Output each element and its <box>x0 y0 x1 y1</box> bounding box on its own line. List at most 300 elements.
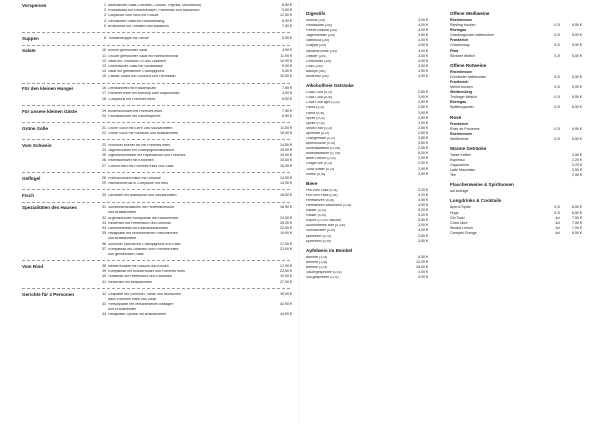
drink-price: 6,50 € <box>572 105 582 110</box>
drink-item <box>306 173 428 178</box>
drink-size: 4cl <box>555 215 560 220</box>
section-title: Geflügel <box>22 175 41 181</box>
drink-size: 0,2l <box>554 85 560 90</box>
drink-name: Bembel (1,0l) <box>306 255 328 259</box>
item-description: Lammkoteletts mit Rosmarinkartoffeln <box>108 227 169 231</box>
item-description: und Bratkartoffeln <box>108 237 137 241</box>
section-title: Suppen <box>22 35 39 41</box>
drink-name: Bembel (2,0l) <box>306 265 328 269</box>
drink-name: Amaretto (2cl) <box>306 75 329 79</box>
section-title: Für den kleinen Hunger <box>22 86 74 92</box>
drink-price: 4,00 € <box>418 58 428 63</box>
drink-name: Merlot trocken <box>450 85 473 90</box>
item-price: 44,90 € <box>280 312 292 317</box>
block-title: Rosé <box>450 114 462 120</box>
drink-item <box>450 190 582 195</box>
item-description: und Bratkartoffeln <box>108 211 137 215</box>
block-title: Offene Weißweine <box>450 11 490 16</box>
item-number: 33 <box>102 220 106 225</box>
section-items <box>99 206 292 258</box>
item-number: 25 <box>102 153 106 158</box>
item-price: 14,50 € <box>280 175 292 180</box>
drink-price: 2,90 € <box>418 156 428 161</box>
drink-price: 4,20 € <box>418 192 428 197</box>
item-price: 14,90 € <box>280 180 292 185</box>
item-price: 19,90 € <box>280 274 292 279</box>
drink-name: Hefeweizen (0,5l) <box>306 198 334 202</box>
drink-size: 4cl <box>555 225 560 230</box>
item-description: Rinderroulade mit Rotkohl und Klößen <box>108 265 169 268</box>
item-number: 13 <box>102 63 106 68</box>
drinks-block <box>450 12 582 60</box>
section-separator <box>22 189 290 190</box>
drink-item <box>450 106 582 111</box>
drink-name: Pils vom Fass (0,5l) <box>306 193 338 197</box>
item-number: 15 <box>102 74 106 79</box>
drinks-block <box>450 64 582 112</box>
drink-price: 7,00 € <box>572 225 582 230</box>
section-items <box>99 144 292 170</box>
item-number: 5 <box>104 23 106 28</box>
drinks-block <box>306 249 428 281</box>
drink-price: 2,80 € <box>418 130 428 135</box>
section-items <box>99 49 292 80</box>
section-items <box>99 4 292 30</box>
item-description: Großer gemischter Salat mit Hähnchenbrust <box>108 54 179 58</box>
drink-price: 2,80 € <box>418 100 428 105</box>
section-title: Für unsere kleinen Gäste <box>22 108 77 114</box>
item-number: 1 <box>104 3 106 7</box>
drink-price: 5,90 € <box>572 33 582 38</box>
drink-item <box>450 174 582 179</box>
drink-price: 6,50 € <box>572 230 582 235</box>
region-label: Frankreich <box>450 121 469 126</box>
drink-price: 3,90 € <box>418 120 428 125</box>
item-description: Schnitzel Spezial mit Champignons und Käse <box>108 242 181 246</box>
section-items <box>99 177 292 187</box>
item-description: Salat mit gebratenen Champignons <box>108 70 165 74</box>
item-price: 39,90 € <box>280 291 292 296</box>
item-price: 27,90 € <box>280 279 292 284</box>
drink-price: 3,20 € <box>418 208 428 213</box>
item-price: 18,90 € <box>280 205 292 210</box>
drink-name: Eistee (0,4l) <box>306 172 326 176</box>
drink-name: Coca Cola light (0,2l) <box>306 101 340 105</box>
section-separator <box>22 260 290 261</box>
item-number: 31 <box>102 205 106 210</box>
drink-price: 4,50 € <box>418 43 428 48</box>
drink-name: Fernet Branca (2cl) <box>306 29 337 33</box>
item-price: 10,90 € <box>280 58 292 63</box>
item-description: dazu Pommes frites und Salat <box>108 297 156 301</box>
section-separator <box>22 83 290 84</box>
menu-item <box>99 98 292 103</box>
item-description: Rinderfilet mit Bratkartoffeln <box>108 280 153 284</box>
item-description: Schweinemedaillons mit Pfefferrahmsoße <box>108 206 175 210</box>
item-description: Lachsfilet mit Blattspinat und Salzkartoffeln <box>108 193 177 197</box>
drink-price: 5,50 € <box>572 53 582 58</box>
drink-price: 3,00 € <box>418 275 428 280</box>
drink-name: Cuba Libre <box>450 220 468 225</box>
menu-item <box>99 253 292 258</box>
drink-price: 3,00 € <box>418 270 428 275</box>
item-number: 41 <box>102 279 106 284</box>
drink-price: 5,50 € <box>572 136 582 141</box>
item-number: 40 <box>102 274 106 279</box>
item-price: 5,50 € <box>282 35 292 40</box>
drink-name: Hefeweizen alkoholfrei (0,5l) <box>306 204 352 207</box>
drink-name: Campari Orange <box>450 230 477 235</box>
drink-price: 5,50 € <box>572 95 582 100</box>
item-description: Kinderschnitzel mit Pommes frites <box>108 109 163 113</box>
item-number: 22 <box>102 130 106 135</box>
item-number: 36 <box>102 241 106 246</box>
drinks-block <box>450 147 582 179</box>
drink-size: 0,2l <box>554 126 560 131</box>
drink-price: 3,80 € <box>418 238 428 243</box>
item-number: 11 <box>102 53 106 58</box>
item-description: Hausplatte Spezial mit Bratkartoffeln <box>108 313 167 317</box>
item-description: Hausplatte mit verschiedenen Fleischsorten <box>108 232 178 236</box>
drink-item <box>450 232 582 237</box>
drink-name: Hugo <box>450 210 459 215</box>
drink-price: 5,90 € <box>572 126 582 131</box>
drink-price: 3,50 € <box>418 53 428 58</box>
drink-price: 4,50 € <box>418 197 428 202</box>
drink-name: Grappa (2cl) <box>306 44 326 48</box>
drink-name: Mezzo Mix (0,2l) <box>306 126 333 130</box>
drink-name: Jägermeister (2cl) <box>306 34 335 38</box>
item-number: 2 <box>104 8 106 13</box>
item-description: und Kräuterbutter <box>108 308 136 312</box>
section-title: Vorspeisen <box>22 3 47 8</box>
drink-name: Aperol Spritz <box>450 205 471 210</box>
section-title: Gerichte für 2 Personen <box>22 291 75 297</box>
block-title: Alkoholfreie Getränke <box>306 83 354 89</box>
drink-name: Trollinger lieblich <box>450 95 477 100</box>
section-title: Fisch <box>22 192 34 198</box>
drink-name: Ramazzotti (2cl) <box>306 24 332 28</box>
drink-price: 2,50 € <box>418 146 428 151</box>
drink-name: Cappuccino <box>450 163 469 168</box>
drink-size: 0,2l <box>554 53 560 58</box>
drink-name: Chardonnay <box>450 43 470 48</box>
drink-price: 2,80 € <box>418 233 428 238</box>
region-label: Frankreich <box>450 79 469 84</box>
block-title: Digestifs <box>306 11 326 16</box>
drink-price: 2,50 € <box>572 152 582 157</box>
item-price: 18,50 € <box>280 192 292 197</box>
drinks-block <box>306 84 428 178</box>
drink-name: Baileys (4cl) <box>306 69 326 73</box>
item-price: 7,50 € <box>282 108 292 113</box>
drink-price: 6,50 € <box>572 210 582 215</box>
section-separator <box>22 32 290 33</box>
item-number: 18 <box>102 96 106 101</box>
menu-item <box>99 132 292 137</box>
drinks-block <box>306 182 428 245</box>
item-number: 28 <box>102 175 106 180</box>
section-items <box>99 265 292 286</box>
drink-price: 5,90 € <box>572 43 582 48</box>
drink-price: 8,50 € <box>418 254 428 259</box>
drink-name: Gin Tonic <box>450 215 465 220</box>
menu-item <box>99 281 292 286</box>
drink-price: 4,00 € <box>418 48 428 53</box>
drink-name: Mineralwasser (0,25l) <box>306 147 341 151</box>
item-description: Bruschetta mit Tomaten und Basilikum <box>108 24 170 28</box>
drink-price: 4,00 € <box>418 23 428 28</box>
drink-name: Apfelwein (0,3l) <box>306 234 331 238</box>
drink-price: 4,20 € <box>418 213 428 218</box>
drink-name: Apfelwein (0,5l) <box>306 239 331 243</box>
item-description: Hüftsteak mit Pfeffersoße und Kroketten <box>108 275 172 279</box>
drink-price: 16,00 € <box>416 264 428 269</box>
drink-name: Süßgespritzter (0,3l) <box>306 276 339 280</box>
drink-name: Fanta (0,2l) <box>306 106 325 110</box>
drink-name: Alkoholfreies Bier (0,33l) <box>306 224 346 228</box>
region-label: Rheingau <box>450 100 467 105</box>
item-description: Rumpsteak mit Kräuterbutter und Pommes frites <box>108 270 185 274</box>
item-price: 8,50 € <box>282 3 292 7</box>
section-separator <box>22 202 290 203</box>
item-price: 6,90 € <box>282 18 292 23</box>
drink-price: 2,90 € <box>418 161 428 166</box>
region-label: Pfalz <box>450 48 459 53</box>
item-description: Fischstäbchen mit Kartoffelpüree <box>108 114 161 118</box>
drink-size: 0,2l <box>554 95 560 100</box>
section-items <box>99 194 292 199</box>
item-price: 4,90 € <box>282 48 292 53</box>
menu-item <box>99 165 292 170</box>
drink-size: 4cl <box>555 220 560 225</box>
drink-price: 4,00 € <box>418 18 428 22</box>
drink-name: Radler (0,5l) <box>306 214 326 218</box>
drink-price: 4,00 € <box>418 74 428 79</box>
item-price: 42,90 € <box>280 301 292 306</box>
drink-name: Orangensaft (0,2l) <box>306 136 335 140</box>
drink-price: 2,90 € <box>418 166 428 171</box>
item-price: 17,90 € <box>280 264 292 268</box>
drink-name: Limoncello (2cl) <box>306 59 332 63</box>
item-price: 10,50 € <box>280 74 292 79</box>
item-price: 28,50 € <box>280 220 292 225</box>
region-label: Frankreich <box>450 38 469 43</box>
drink-price: 3,20 € <box>418 187 428 192</box>
item-description: Hähnchenbrust in Currysoße mit Reis <box>108 181 168 185</box>
section-items <box>99 127 292 137</box>
drink-name: Weißherbst <box>450 136 469 141</box>
section-title: Vom Rind <box>22 264 44 269</box>
drink-price: 3,50 € <box>418 33 428 38</box>
item-number: 20 <box>102 113 106 118</box>
drinks-block <box>450 183 582 195</box>
drink-name: Export (0,33l Flasche) <box>306 219 342 223</box>
menu-item <box>99 313 292 318</box>
item-price: 16,90 € <box>280 163 292 168</box>
section-title: Spezialitäten des Hauses <box>22 205 77 211</box>
drink-price: 3,50 € <box>418 223 428 228</box>
drink-name: Sauergespritzter (0,3l) <box>306 271 342 275</box>
drink-name: Mineralwasser (0,75l) <box>306 152 341 156</box>
drink-size: 0,2l <box>554 43 560 48</box>
section-items <box>99 37 292 42</box>
item-number: 38 <box>102 264 106 268</box>
section-separator <box>22 288 290 289</box>
section-title: Grüne Soße <box>22 125 49 131</box>
item-description: Zigeunerschnitzel mit Paprikasoße und Pommes <box>108 154 186 158</box>
drink-price: 4,50 € <box>418 68 428 73</box>
drink-size: 4cl <box>555 230 560 235</box>
item-description: Griechischer Salat mit Schafskäse <box>108 64 163 68</box>
drink-name: Tee <box>450 173 456 178</box>
drinks-block <box>450 199 582 237</box>
item-price: 15,50 € <box>280 130 292 135</box>
drink-name: Fanta (0,4l) <box>306 111 325 115</box>
item-number: 44 <box>102 312 106 317</box>
drink-name: Schwarzbier (0,5l) <box>306 229 335 233</box>
section-items <box>99 87 292 103</box>
drink-price: 4,20 € <box>418 228 428 233</box>
item-number: 16 <box>102 86 106 91</box>
drink-name: Apfelsaft (0,2l) <box>306 131 330 135</box>
item-description: Gemischter Salat mit Hausdressing <box>108 19 165 23</box>
item-price: 24,50 € <box>280 215 292 220</box>
menu-item <box>99 37 292 42</box>
item-price: 7,50 € <box>282 23 292 28</box>
drink-price: 3,50 € <box>418 218 428 223</box>
drink-name: Tonic Water (0,2l) <box>306 167 335 171</box>
item-number: 30 <box>102 192 106 197</box>
drink-size: 0,2l <box>554 136 560 141</box>
block-title: Offene Rotweine <box>450 62 487 68</box>
drink-size: 0,2l <box>554 205 560 210</box>
item-description: Grüne Soße mit Eiern und Salzkartoffeln <box>108 126 173 130</box>
block-title: Longdrinks & Cocktails <box>450 198 502 204</box>
item-price: 22,90 € <box>280 226 292 231</box>
item-number: 21 <box>102 125 106 130</box>
item-description: Cordon bleu mit Pommes frites und Salat <box>108 164 174 168</box>
section-separator <box>22 45 290 46</box>
drinks-block <box>306 12 428 80</box>
item-number: 24 <box>102 147 106 152</box>
drink-price: 3,50 € <box>572 168 582 173</box>
item-price: 19,90 € <box>280 231 292 236</box>
item-price: 11,90 € <box>280 53 292 58</box>
drink-price: 2,50 € <box>572 173 582 178</box>
item-number: 19 <box>102 108 106 113</box>
drink-price: 4,00 € <box>418 38 428 43</box>
section-title: Salate <box>22 48 36 54</box>
menu-item <box>99 194 292 199</box>
region-label: Württemberg <box>450 90 473 95</box>
drink-name: Radler (0,3l) <box>306 209 326 213</box>
drink-price: 3,90 € <box>418 110 428 115</box>
item-price: 9,50 € <box>282 8 292 13</box>
item-number: 34 <box>102 226 106 231</box>
item-price: 15,90 € <box>280 153 292 158</box>
item-description: Currywurst mit Pommes frites <box>108 97 156 101</box>
item-price: 8,50 € <box>282 96 292 101</box>
drink-name: Sambuca (2cl) <box>306 39 330 43</box>
block-title: Biere <box>306 180 318 186</box>
item-description: Schnitzel Wiener Art mit Pommes frites <box>108 143 171 147</box>
drink-name: Silvaner lieblich <box>450 53 475 58</box>
region-label: Rheinhessen <box>450 69 473 74</box>
drink-name: Obstler (2cl) <box>306 54 326 58</box>
drink-price: 2,80 € <box>418 105 428 110</box>
region-label: Rheinhessen <box>450 131 473 136</box>
drink-price: 2,80 € <box>418 125 428 130</box>
item-number: 12 <box>102 58 106 63</box>
drink-price: 7,50 € <box>572 215 582 220</box>
item-description: Rucolasalat mit Kirschtomaten, Parmesan und Balsamico <box>108 9 200 13</box>
item-description: Tomatensuppe mit Sahne <box>108 36 149 40</box>
item-price: 15,90 € <box>280 147 292 152</box>
item-description: Jägerschnitzel mit Champignonrahmsoße <box>108 148 175 152</box>
item-number: 17 <box>102 91 106 96</box>
section-separator <box>22 105 290 106</box>
section-items <box>99 110 292 120</box>
item-price: 6,90 € <box>282 113 292 118</box>
item-description: Salat mit Thunfisch, Ei und Zwiebeln <box>108 59 167 63</box>
drink-price: 12,00 € <box>416 259 428 264</box>
drink-price: 2,20 € <box>572 157 582 162</box>
section-title: Vom Schwein <box>22 142 52 148</box>
drink-price: 4,50 € <box>418 203 428 207</box>
item-description: Kleiner gemischter Salat <box>108 49 147 53</box>
item-price: 15,50 € <box>280 158 292 163</box>
item-description: Grillplatte mit Schnitzel, Steak und Würstchen <box>108 292 181 296</box>
drink-price: 2,80 € <box>418 115 428 120</box>
drink-name: Apfelschorle (0,4l) <box>306 142 335 146</box>
item-number: 6 <box>104 35 106 40</box>
drink-name: Dornfelder halbtrocken <box>450 74 487 79</box>
item-price: 17,50 € <box>280 241 292 246</box>
drink-name: Pils vom Fass (0,3l) <box>306 188 338 192</box>
drink-price: 2,80 € <box>418 135 428 140</box>
drink-name: Tasse Kaffee <box>450 152 471 157</box>
item-number: 23 <box>102 142 106 147</box>
drink-price: 6,50 € <box>572 205 582 210</box>
region-label: Rheingau <box>450 28 467 33</box>
region-label: Rheinhessen <box>450 18 473 22</box>
item-description: Carpaccio vom Rind mit Rucola <box>108 14 159 18</box>
drink-name: Sprite (0,4l) <box>306 121 325 125</box>
item-number: 42 <box>102 291 106 296</box>
item-number: 10 <box>102 48 106 53</box>
drink-name: Bitter Lemon (0,2l) <box>306 157 336 161</box>
drinks-column-right <box>450 12 582 241</box>
item-description: Putenschnitzel natur mit Gemüse <box>108 176 161 180</box>
menu-item <box>99 182 292 187</box>
drink-name: Wodka Lemon <box>450 225 474 230</box>
drink-price: 3,50 € <box>418 141 428 146</box>
drinks-menu-page <box>300 0 600 424</box>
drink-price: 3,50 € <box>418 171 428 176</box>
block-title: Warme Getränke <box>450 145 487 151</box>
section-separator <box>22 139 290 140</box>
drink-price: 5,50 € <box>418 151 428 156</box>
drink-name: Williams Birne (2cl) <box>306 49 337 53</box>
item-description: Grüne Soße mit Schnitzel und Bratkartoffeln <box>108 131 179 135</box>
item-number: 26 <box>102 158 106 163</box>
menu-item <box>99 25 292 30</box>
item-description: Ofenkartoffel mit Kräuterquark <box>108 87 157 91</box>
item-description: Rinderfilet mit Pfeffersoße und Gemüse <box>108 221 172 225</box>
drinks-column-left <box>306 12 428 285</box>
section-items <box>99 293 292 319</box>
